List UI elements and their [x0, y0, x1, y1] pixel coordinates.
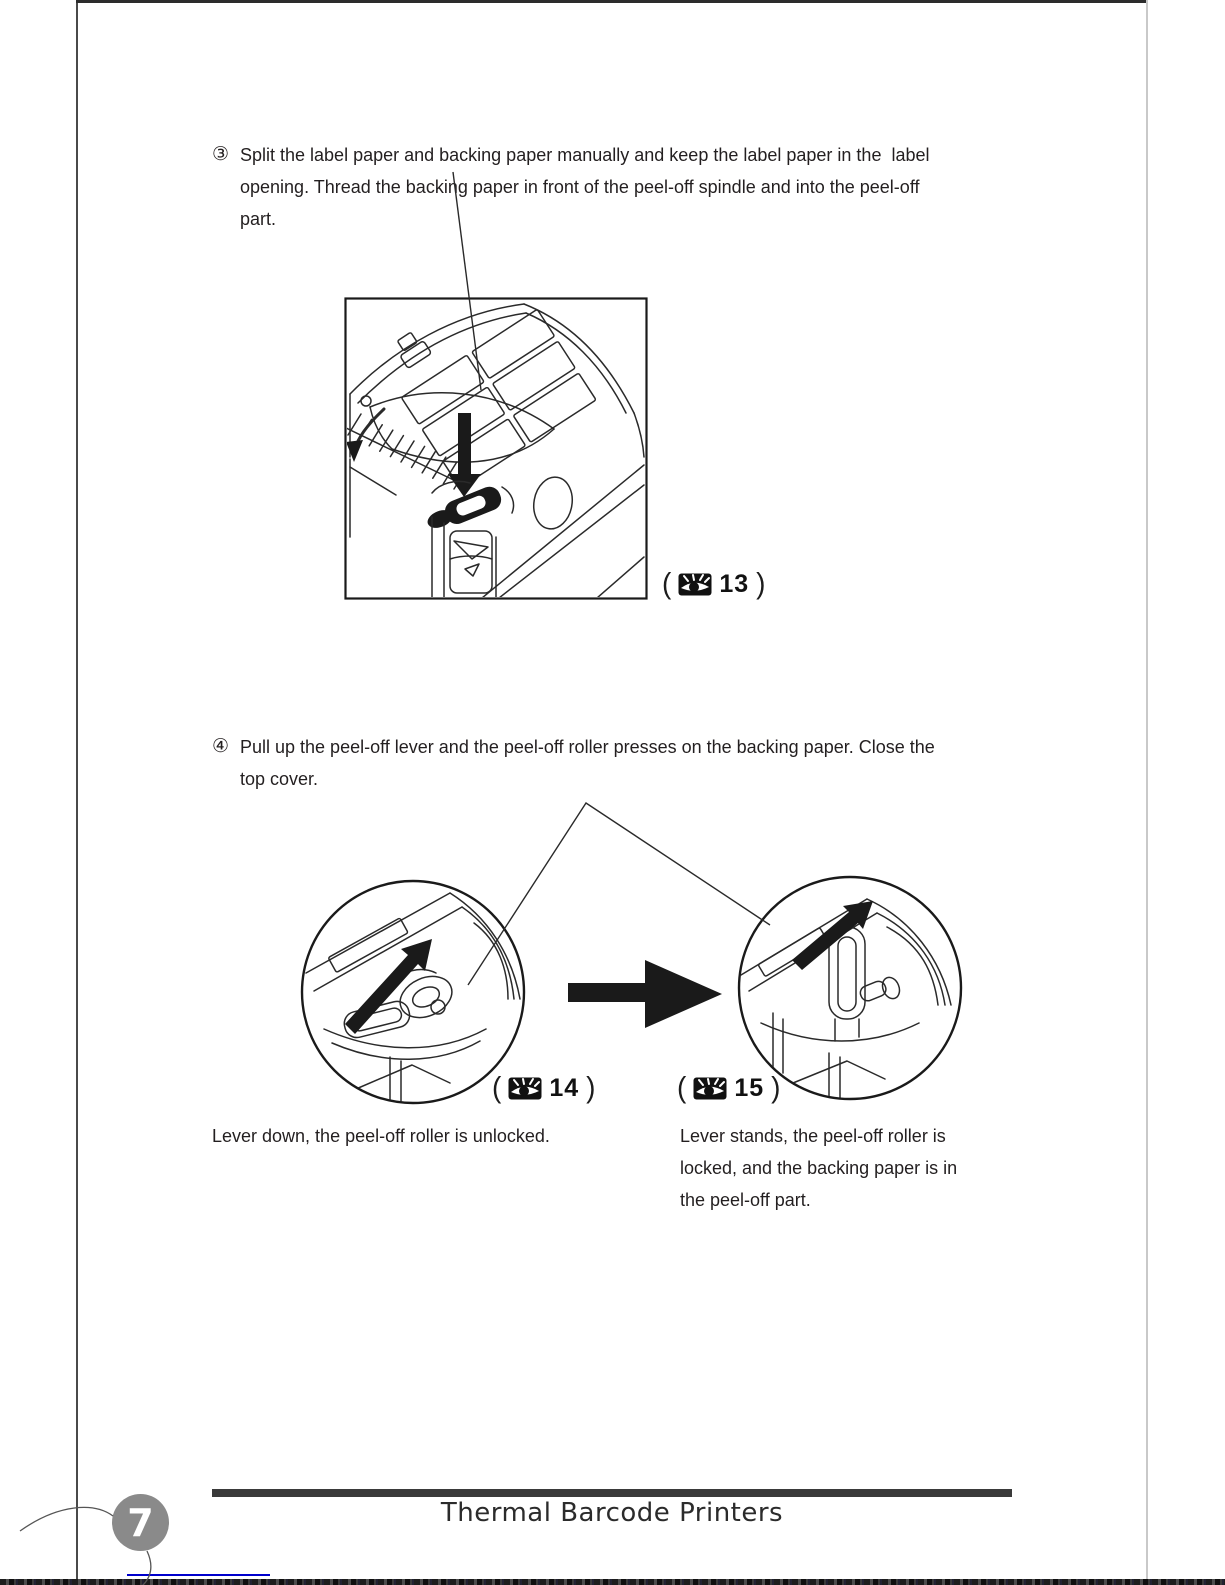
- step-4-marker: ④: [212, 736, 230, 757]
- step-3-marker: ③: [212, 144, 230, 165]
- figure-13-paren-open: (: [662, 567, 672, 600]
- page-border-top: [76, 0, 1148, 3]
- figure-15-label: [677, 1070, 780, 1106]
- caption-lever-stands-line-2: locked, and the backing paper is in: [680, 1158, 958, 1178]
- step-3-line-3: part.: [240, 209, 277, 229]
- step-4-line-1: Pull up the peel-off lever and the peel-off roller presses on the backing paper. Close the: [240, 737, 935, 757]
- figure-14-paren-close: ): [586, 1071, 596, 1104]
- figure-15-number: 15: [734, 1073, 765, 1102]
- figure-13-printer-drawing: [344, 297, 648, 600]
- figure-15-lever-up-drawing: [735, 873, 965, 1103]
- caption-lever-down-line-1: Lever down, the peel-off roller is unlocked.: [212, 1126, 550, 1146]
- caption-lever-stands-line-3: the peel-off part.: [680, 1190, 811, 1210]
- figure-14-label: [492, 1070, 595, 1106]
- step-3-paragraph: [212, 139, 929, 235]
- figure-13-label: [662, 566, 765, 602]
- figure-15-paren-open: (: [677, 1071, 687, 1104]
- step-3-line-2: opening. Thread the backing paper in front of the peel-off spindle and into the peel-off: [240, 177, 920, 197]
- page-border-left: [76, 0, 78, 1581]
- footer-swoosh-left: [20, 1507, 113, 1531]
- caption-lever-stands: [680, 1120, 957, 1216]
- footer-link-underline[interactable]: [127, 1574, 270, 1576]
- step-4-paragraph: [212, 731, 935, 795]
- page-number-badge: [112, 1494, 169, 1551]
- caption-lever-stands-line-1: Lever stands, the peel-off roller is: [680, 1126, 946, 1146]
- footer-rule-bar: [212, 1489, 1012, 1497]
- eye-icon: [693, 1077, 727, 1100]
- figure-14-paren-open: (: [492, 1071, 502, 1104]
- scan-edge-artifact: [0, 1579, 1225, 1585]
- figure-14-number: 14: [549, 1073, 580, 1102]
- eye-icon: [508, 1077, 542, 1100]
- eye-icon: [678, 573, 712, 596]
- page-number: 7: [127, 1500, 154, 1545]
- page-border-right: [1146, 0, 1148, 1585]
- figure-15-paren-close: ): [771, 1071, 781, 1104]
- footer-title: Thermal Barcode Printers: [440, 1498, 784, 1528]
- figure-13-paren-close: ): [756, 567, 766, 600]
- step-3-line-1: Split the label paper and backing paper manually and keep the label paper in the label: [240, 145, 930, 165]
- transition-arrow-icon: [560, 952, 730, 1036]
- step-4-line-2: top cover.: [240, 769, 319, 789]
- caption-lever-down: [212, 1120, 550, 1152]
- figure-13-number: 13: [719, 569, 750, 598]
